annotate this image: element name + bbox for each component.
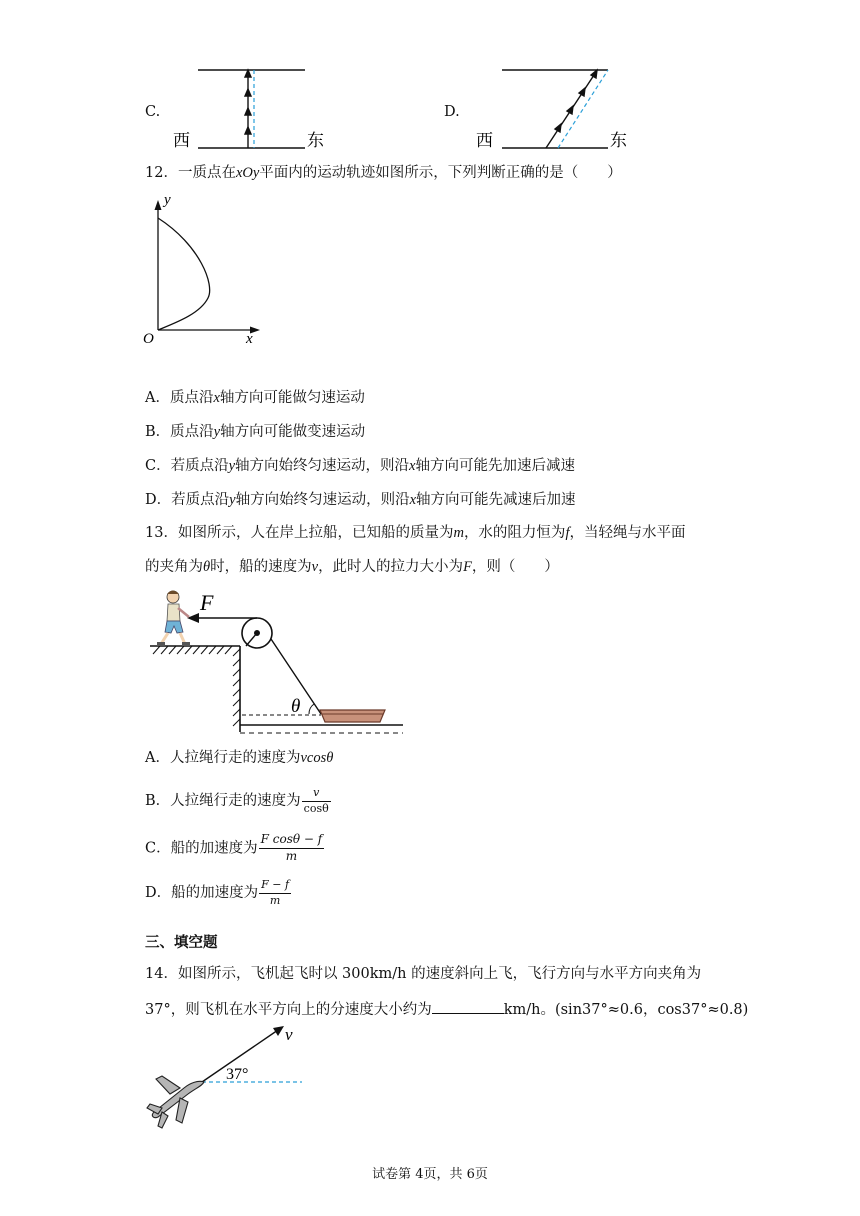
q13-option-d: D．船的加速度为 $\frac{F - f}{m}$ — [145, 878, 290, 907]
option-d-label: D. — [444, 104, 460, 120]
angle-label: 37° — [226, 1066, 249, 1083]
q12-option-a: A．质点沿x轴方向可能做匀速运动 — [145, 390, 365, 406]
y-axis-label: y — [164, 192, 171, 208]
q14-airplane-diagram — [140, 1022, 320, 1134]
theta-label: θ — [291, 696, 301, 717]
section-title: 三、填空题 — [145, 935, 218, 951]
q13-option-c: C．船的加速度为 $\frac{\text{F cosθ − f}}{m}$ — [145, 832, 323, 863]
velocity-label: v — [285, 1025, 293, 1044]
q13-option-b: B．人拉绳行走的速度为 $\frac{v}{\cos\theta}$ — [145, 786, 329, 815]
option-c-label: C. — [145, 104, 161, 120]
person-figure — [157, 591, 190, 647]
x-axis-label: x — [246, 331, 253, 347]
q13-stem-line2: 的夹角为θ时，船的速度为v，此时人的拉力大小为F，则（ ） — [145, 559, 559, 575]
q12-trajectory-graph — [140, 190, 270, 350]
q12-option-c: C．若质点沿y轴方向始终匀速运动，则沿x轴方向可能先加速后减速 — [145, 458, 575, 474]
answer-blank[interactable] — [432, 1001, 504, 1014]
west-label: 西 — [476, 131, 493, 150]
airplane-icon — [147, 1076, 204, 1128]
q14-stem-line1: 14．如图所示，飞机起飞时以 300km/h 的速度斜向上飞，飞行方向与水平方向夹角为 — [145, 966, 702, 982]
option-c-diagram — [165, 62, 335, 157]
west-label: 西 — [173, 131, 190, 150]
q13-option-d-fraction: $\frac{F - f}{m}$ — [261, 878, 290, 907]
q13-option-b-fraction: $\frac{v}{\cos\theta}$ — [303, 786, 329, 815]
q12-option-d: D．若质点沿y轴方向始终匀速运动，则沿x轴方向可能先减速后加速 — [145, 492, 576, 508]
east-label: 东 — [307, 131, 324, 150]
origin-label: O — [143, 331, 154, 347]
q14-stem-line2: 37°，则飞机在水平方向上的分速度大小约为 km/h。(sin37°≈0.6，cos37°≈0.8) — [145, 1002, 749, 1018]
q12-stem: 12．一质点在xOy平面内的运动轨迹如图所示，下列判断正确的是（ ） — [145, 165, 622, 181]
q12-option-b: B．质点沿y轴方向可能做变速运动 — [145, 424, 366, 440]
east-label: 东 — [610, 131, 627, 150]
q13-boat-pulley-diagram — [145, 586, 410, 742]
force-f-label: F — [200, 590, 214, 615]
q13-option-c-fraction: $\frac{\text{F cosθ − f}}{m}$ — [260, 832, 323, 863]
q13-option-a: A．人拉绳行走的速度为vcosθ — [145, 750, 334, 766]
option-d-diagram — [470, 62, 640, 157]
q13-stem-line1: 13．如图所示，人在岸上拉船，已知船的质量为m，水的阻力恒为f，当轻绳与水平面 — [145, 525, 686, 541]
page-footer: 试卷第 4页，共 6页 — [372, 1167, 488, 1182]
